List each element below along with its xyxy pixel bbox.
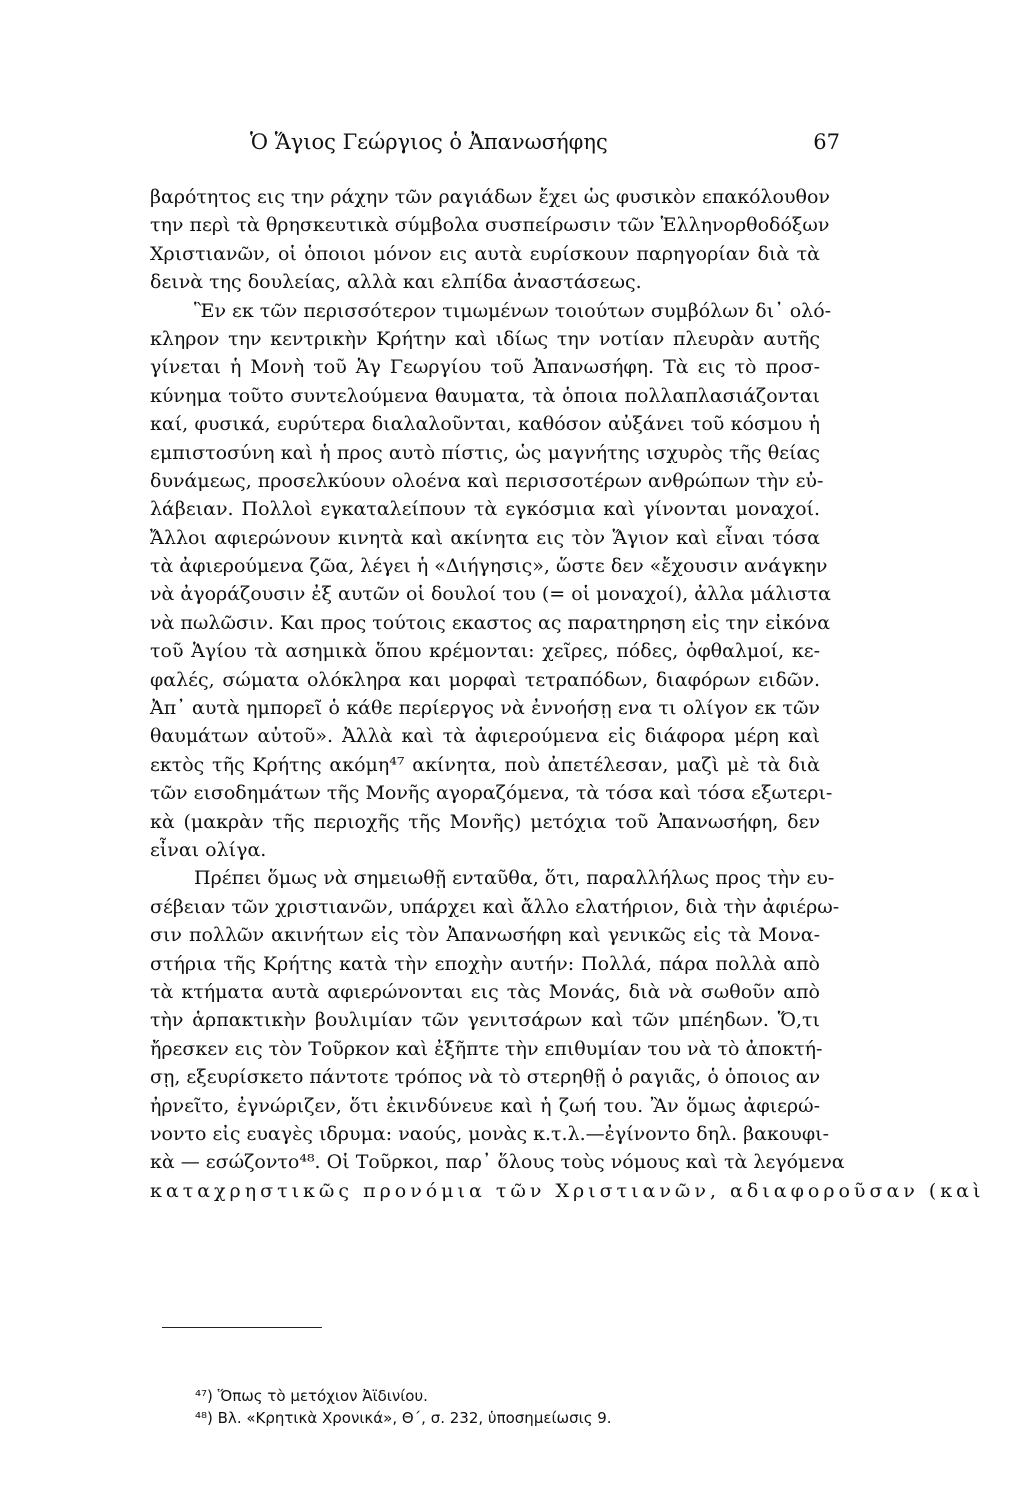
running-header <box>150 124 840 164</box>
text-line: τῶν εισοδημάτων τῆς Μονῆς αγοραζόμενα, τὰ τόσα καὶ τόσα εξωτερι- <box>150 782 833 805</box>
text-line: κὰ (μακρὰν τῆς περιοχῆς τῆς Μονῆς) μετόχια τοῦ Ἀπανωσήφη, δεν <box>150 810 820 833</box>
text-line: νὰ ἀγοράζουσιν ἐξ αυτῶν οἱ δουλοί του (= οἱ μοναχοί), ἀλλα μάλιστα <box>150 583 832 606</box>
text-line: δυνάμεως, προσελκύουν ολοένα καὶ περισσοτέρων ανθρώπων τὴν εὐ- <box>150 469 824 492</box>
text-line: κὰ — εσώζοντο⁴⁸. Οἱ Τοῦρκοι, παρ᾽ ὅλους τοὺς νόμους καὶ τὰ λεγόμενα <box>150 1151 845 1174</box>
body-text <box>150 183 985 1205</box>
text-line: βαρότητος εις την ράχην τῶν ραγιάδων ἔχει ὡς φυσικὸν επακόλουθον <box>150 186 830 208</box>
footnotes <box>195 1385 755 1429</box>
text-line: καί, φυσικά, ευρύτερα διαλαλοῦνται, καθόσον αὐξάνει τοῦ κόσμου ἡ <box>150 413 820 436</box>
text-line: θαυμάτων αὐτοῦ». Ἀλλὰ καὶ τὰ ἀφιερούμενα εἰς διάφορα μέρη καὶ <box>150 725 820 748</box>
text-line: ἤρεσκεν εις τὸν Τοῦρκον καὶ ἐξῆπτε τὴν επιθυμίαν του νὰ τὸ ἀποκτή- <box>150 1037 823 1060</box>
text-line: τὰ ἀφιερούμενα ζῶα, λέγει ἡ «Διήγησις», ὥστε δεν «ἔχουσιν ανάγκην <box>150 555 828 578</box>
text-line: κύνημα τοῦτο συντελούμενα θαυματα, τὰ ὁποια πολλαπλασιάζονται <box>150 384 820 407</box>
text-line: κληρον την κεντρικὴν Κρήτην καὶ ιδίως την νοτίαν πλευρὰν αυτῆς <box>150 327 820 350</box>
text-line: τὴν ἁρπακτικὴν βουλιμίαν τῶν γενιτσάρων καὶ τῶν μπέηδων. Ὅ,τι <box>150 1009 820 1032</box>
text-line: Ἄλλοι αφιερώνουν κινητὰ καὶ ακίνητα εις τὸν Ἅγιον καὶ εἶναι τόσα <box>150 526 820 549</box>
page-number: 67 <box>813 130 840 154</box>
text-line: σέβειαν τῶν χριστιανῶν, υπάρχει καὶ ἄλλο ελατήριον, διὰ τὴν ἀφιέρω- <box>150 895 840 918</box>
text-line: εκτὸς τῆς Κρήτης ακόμη⁴⁷ ακίνητα, ποὺ ἀπετέλεσαν, μαζὶ μὲ τὰ διὰ <box>150 753 820 776</box>
running-title: Ὁ Ἅγιος Γεώργιος ὁ Ἀπανωσήφης <box>250 130 608 154</box>
text-line: καταχρηστικῶς προνόμια τῶν Χριστιανῶν, αδιαφοροῦσαν (καὶ <box>150 1179 985 1202</box>
text-line: Πρέπει ὅμως νὰ σημειωθῇ ενταῦθα, ὅτι, παραλλήλως προς τὴν ευ- <box>194 867 835 890</box>
text-line: σιν πολλῶν ακινήτων εἰς τὸν Ἀπανωσήφη καὶ γενικῶς εἰς τὰ Μονα- <box>150 924 820 947</box>
footnote-divider <box>162 1327 322 1328</box>
text-line: σῃ, εξευρίσκετο πάντοτε τρόπος νὰ τὸ στερηθῇ ὁ ραγιᾶς, ὁ ὁποιος αν <box>150 1066 821 1089</box>
text-line: λάβειαν. Πολλοὶ εγκαταλείπουν τὰ εγκόσμια καὶ γίνονται μοναχοί. <box>150 498 820 521</box>
text-line: Ἓν εκ τῶν περισσότερον τιμωμένων τοιούτων συμβόλων δι᾽ ολό- <box>194 299 832 322</box>
text-line: εμπιστοσύνη καὶ ἡ προς αυτὸ πίστις, ὡς μαγνήτης ισχυρὸς τῆς θείας <box>150 441 820 464</box>
text-line: νοντο εἰς ευαγὲς ιδρυμα: ναούς, μονὰς κ.τ.λ.—ἐγίνοντο δηλ. βακουφι- <box>150 1122 829 1145</box>
footnote: ⁴⁷) Ὅπως τὸ μετόχιον Ἀϊδινίου. <box>195 1387 428 1405</box>
text-line: Χριστιανῶν, οἱ ὁποιοι μόνον εις αυτὰ ευρίσκουν παρηγορίαν διὰ τὰ <box>150 242 820 265</box>
text-line: δεινὰ της δουλείας, αλλὰ και ελπίδα ἀναστάσεως. <box>150 271 642 294</box>
text-line: τὰ κτήματα αυτὰ αφιερώνονται εις τὰς Μονάς, διὰ νὰ σωθοῦν απὸ <box>150 980 820 1003</box>
text-line: γίνεται ἡ Μονὴ τοῦ Ἁγ Γεωργίου τοῦ Ἀπανωσήφη. Τὰ εις τὸ προσ- <box>150 356 820 379</box>
footnote: ⁴⁸) Βλ. «Κρητικὰ Χρονικά», Θ΄, σ. 232, ὑποσημείωσις 9. <box>195 1409 612 1427</box>
text-line: την περὶ τὰ θρησκευτικὰ σύμβολα συσπείρωσιν τῶν Ἑλληνορθοδόξων <box>150 214 830 237</box>
text-line: νὰ πωλῶσιν. Και προς τούτοις εκαστος ας παρατηρηση εἰς την εἰκόνα <box>150 611 831 634</box>
text-line: στήρια τῆς Κρήτης κατὰ τὴν εποχὴν αυτήν: Πολλά, πάρα πολλὰ απὸ <box>150 952 820 975</box>
text-line: φαλές, σώματα ολόκληρα και μορφαὶ τετραπόδων, διαφόρων ειδῶν. <box>150 668 820 691</box>
text-line: τοῦ Ἁγίου τὰ ασημικὰ ὅπου κρέμονται: χεῖρες, πόδες, ὀφθαλμοί, κε- <box>150 640 820 663</box>
text-line: Ἀπ᾽ αυτὰ ημπορεῖ ὁ κάθε περίεργος νὰ ἐννοήσῃ ενα τι ολίγον εκ τῶν <box>150 697 820 720</box>
text-line: ἠρνεῖτο, ἐγνώριζεν, ὅτι ἐκινδύνευε καὶ ἡ ζωή του. Ἂν ὅμως ἀφιερώ- <box>150 1094 820 1117</box>
text-line: εἶναι ολίγα. <box>150 838 267 861</box>
